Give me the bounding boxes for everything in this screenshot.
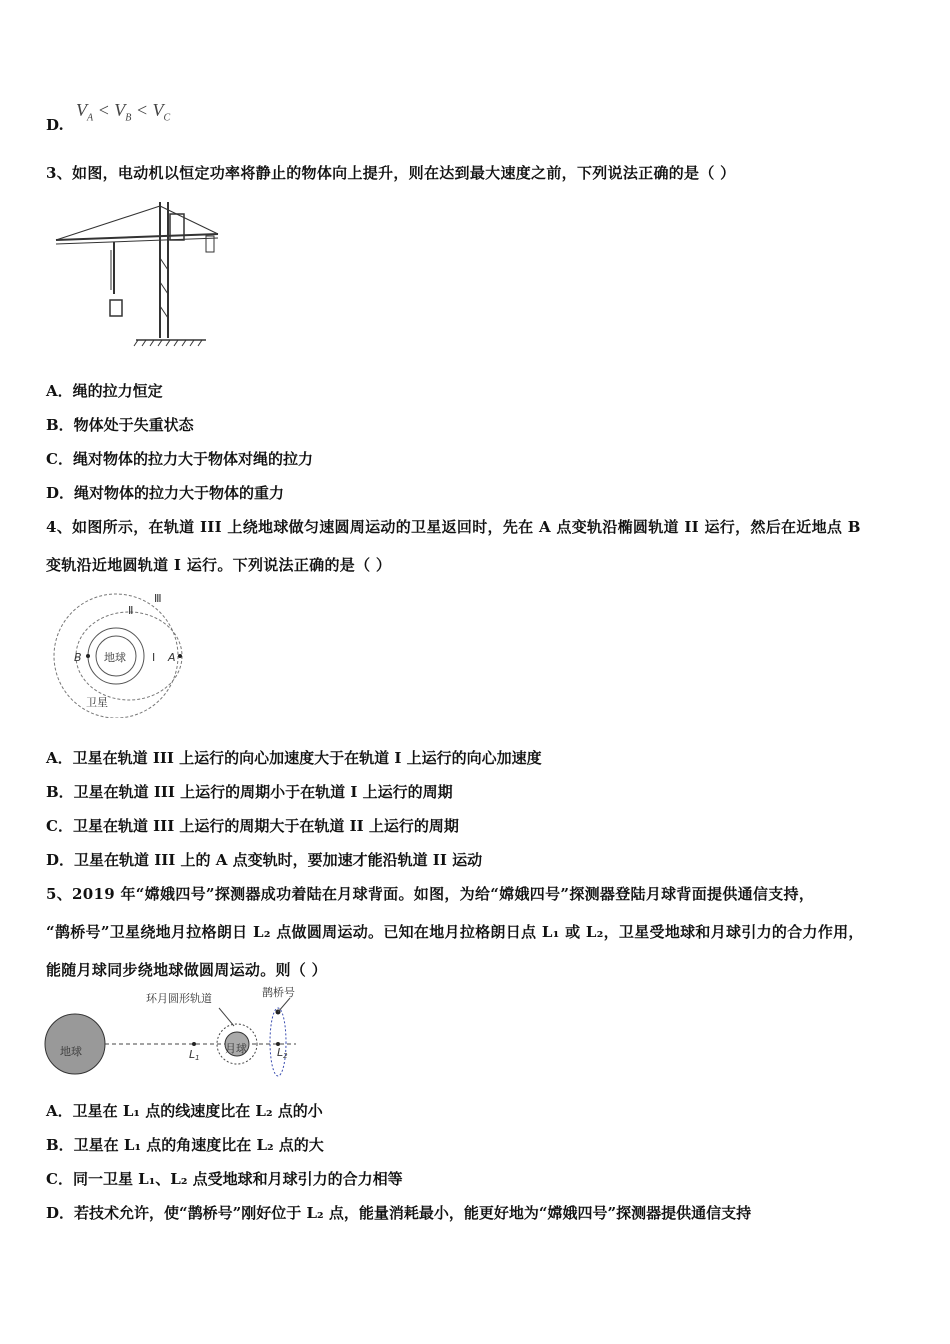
- earth-label: 地球: [104, 651, 126, 664]
- q3-option-d: D．绳对物体的拉力大于物体的重力: [46, 484, 285, 502]
- q3-option-c: C．绳对物体的拉力大于物体对绳的拉力: [46, 450, 313, 468]
- moon-label: 月球: [225, 1042, 247, 1055]
- q3-option-a: A．绳的拉力恒定: [46, 382, 163, 400]
- q3-stem: 3、如图，电动机以恒定功率将静止的物体向上提升，则在达到最大速度之前，下列说法正确的是（ ）: [46, 164, 736, 182]
- orbit-i-label: Ⅰ: [152, 651, 156, 664]
- q5-earth-label: 地球: [60, 1045, 82, 1058]
- q4-option-c: C．卫星在轨道 III 上运行的周期大于在轨道 II 上运行的周期: [46, 817, 459, 835]
- q4-stem-line2: 变轨沿近地圆轨道 I 运行。下列说法正确的是（ ）: [46, 556, 392, 574]
- point-b-label: B: [74, 651, 82, 664]
- point-a-label: A: [168, 651, 176, 664]
- satellite-label: 卫星: [86, 696, 108, 709]
- l1-label: L1: [189, 1048, 200, 1062]
- q5-stem-line3: 能随月球同步绕地球做圆周运动。则（ ）: [46, 961, 327, 979]
- q5-option-a: A．卫星在 L₁ 点的线速度比在 L₂ 点的小: [46, 1102, 323, 1120]
- q5-stem-line2: “鹊桥号”卫星绕地月拉格朗日 L₂ 点做圆周运动。已知在地月拉格朗日点 L₁ 或 L₂，卫星受地球和月球引力的合力作用，: [46, 923, 864, 941]
- lunar-orbit-label: 环月圆形轨道: [146, 992, 212, 1005]
- q2-option-d-label: D.: [46, 116, 64, 134]
- orbit-iii-label: Ⅲ: [154, 592, 162, 605]
- q5-option-c: C．同一卫星 L₁、L₂ 点受地球和月球引力的合力相等: [46, 1170, 403, 1188]
- q5-option-b: B．卫星在 L₁ 点的角速度比在 L₂ 点的大: [46, 1136, 324, 1154]
- q2-option-d-expression: $V_A < V_B < V_C$: [76, 100, 171, 124]
- l2-label: L2: [277, 1046, 288, 1060]
- orbit-figure: [52, 588, 192, 718]
- q4-option-b: B．卫星在轨道 III 上运行的周期小于在轨道 I 上运行的周期: [46, 783, 453, 801]
- q5-stem-line1: 5、2019 年“嫦娥四号”探测器成功着陆在月球背面。如图，为给“嫦娥四号”探测器登陆月球背面提供通信支持，: [46, 885, 815, 903]
- queqiao-label: 鹊桥号: [262, 986, 295, 999]
- q4-option-d: D．卫星在轨道 III 上的 A 点变轨时，要加速才能沿轨道 II 运动: [46, 851, 483, 869]
- q4-option-a: A．卫星在轨道 III 上运行的向心加速度大于在轨道 I 上运行的向心加速度: [46, 749, 542, 767]
- q4-stem-line1: 4、如图所示，在轨道 III 上绕地球做匀速圆周运动的卫星返回时，先在 A 点变轨沿椭圆轨道 II 运行，然后在近地点 B: [46, 518, 861, 536]
- q3-option-b: B．物体处于失重状态: [46, 416, 194, 434]
- tower-crane-figure: [50, 198, 225, 350]
- lagrange-figure: [44, 984, 304, 1078]
- q5-option-d: D．若技术允许，使“鹊桥号”刚好位于 L₂ 点，能量消耗最小，能更好地为“嫦娥四号”探测器提供通信支持: [46, 1204, 752, 1222]
- q2-option-d: [46, 116, 64, 134]
- orbit-ii-label: Ⅱ: [128, 604, 134, 617]
